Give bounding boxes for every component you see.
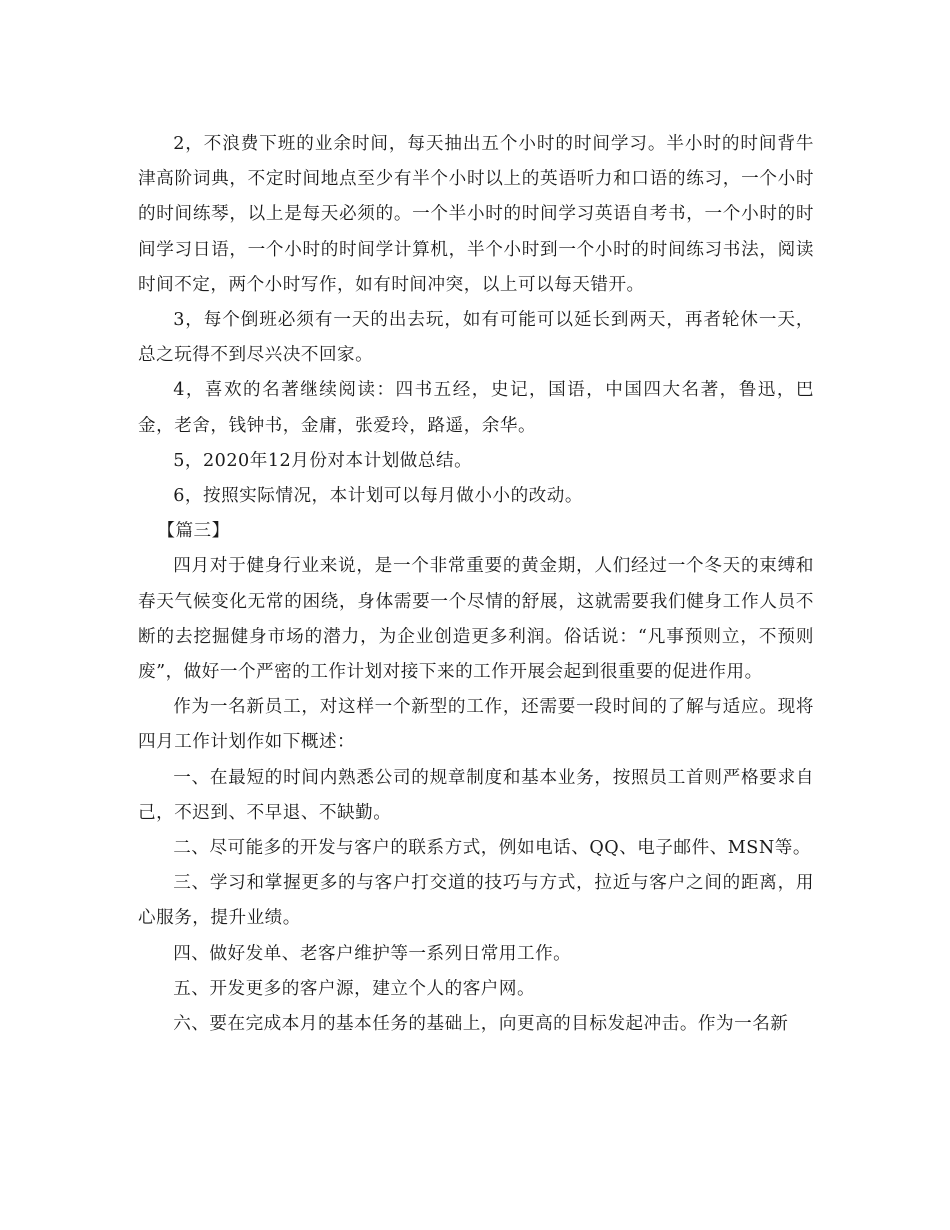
paragraph-item-five: 五、开发更多的客户源，建立个人的客户网。 (173, 978, 536, 999)
document-body (138, 127, 814, 1042)
paragraph-study-plan: 2，不浪费下班的业余时间，每天抽出五个小时的时间学习。半小时的时间背牛津高阶词典，不定时间地点至少有半个小时以上的英语听力和口语的练习，一个小时的时间练琴，以上是每天必须的。一个半小时的时间学习英语自考书，一个小时的时间学习日语，一个小时的时间学计算机，半个小时到一个小时的时间练习书法，阅读时间不定，两个小时写作，如有时间冲突，以上可以每天错开。 (138, 134, 814, 295)
paragraph-new-employee: 作为一名新员工，对这样一个新型的工作，还需要一段时间的了解与适应。现将四月工作计划作如下概述： (138, 697, 814, 753)
paragraph-item-four: 四、做好发单、老客户维护等一系列日常用工作。 (173, 943, 572, 964)
paragraph-reading-list: 4，喜欢的名著继续阅读：四书五经，史记，国语，中国四大名著，鲁迅，巴金，老舍，钱钟书，金庸，张爱玲，路遥，余华。 (138, 380, 814, 436)
paragraph-item-two: 二、尽可能多的开发与客户的联系方式，例如电话、QQ、电子邮件、MSN等。 (173, 838, 811, 859)
paragraph-item-three: 三、学习和掌握更多的与客户打交道的技巧与方式，拉近与客户之间的距离，用心服务，提升业绩。 (138, 873, 814, 929)
paragraph-item-one: 一、在最短的时间内熟悉公司的规章制度和基本业务，按照员工首则严格要求自己，不迟到、不早退、不缺勤。 (138, 767, 814, 823)
paragraph-april-fitness: 四月对于健身行业来说，是一个非常重要的黄金期，人们经过一个冬天的束缚和春天气候变化无常的困绕，身体需要一个尽情的舒展，这就需要我们健身工作人员不断的去挖掘健身市场的潜力，为企业创造更多利润。俗话说：“凡事预则立，不预则废”，做好一个严密的工作计划对接下来的工作开展会起到很重要的促进作用。 (138, 556, 814, 683)
paragraph-plan-adjustment: 6，按照实际情况，本计划可以每月做小小的改动。 (173, 486, 583, 507)
paragraph-summary-date: 5，2020年12月份对本计划做总结。 (173, 450, 473, 471)
paragraph-rest-days: 3，每个倒班必须有一天的出去玩，如有可能可以延长到两天，再者轮休一天，总之玩得不到尽兴决不回家。 (138, 310, 814, 366)
section-heading: 【篇三】 (157, 521, 230, 542)
paragraph-item-six: 六、要在完成本月的基本任务的基础上，向更高的目标发起冲击。作为一名新 (173, 1014, 789, 1035)
